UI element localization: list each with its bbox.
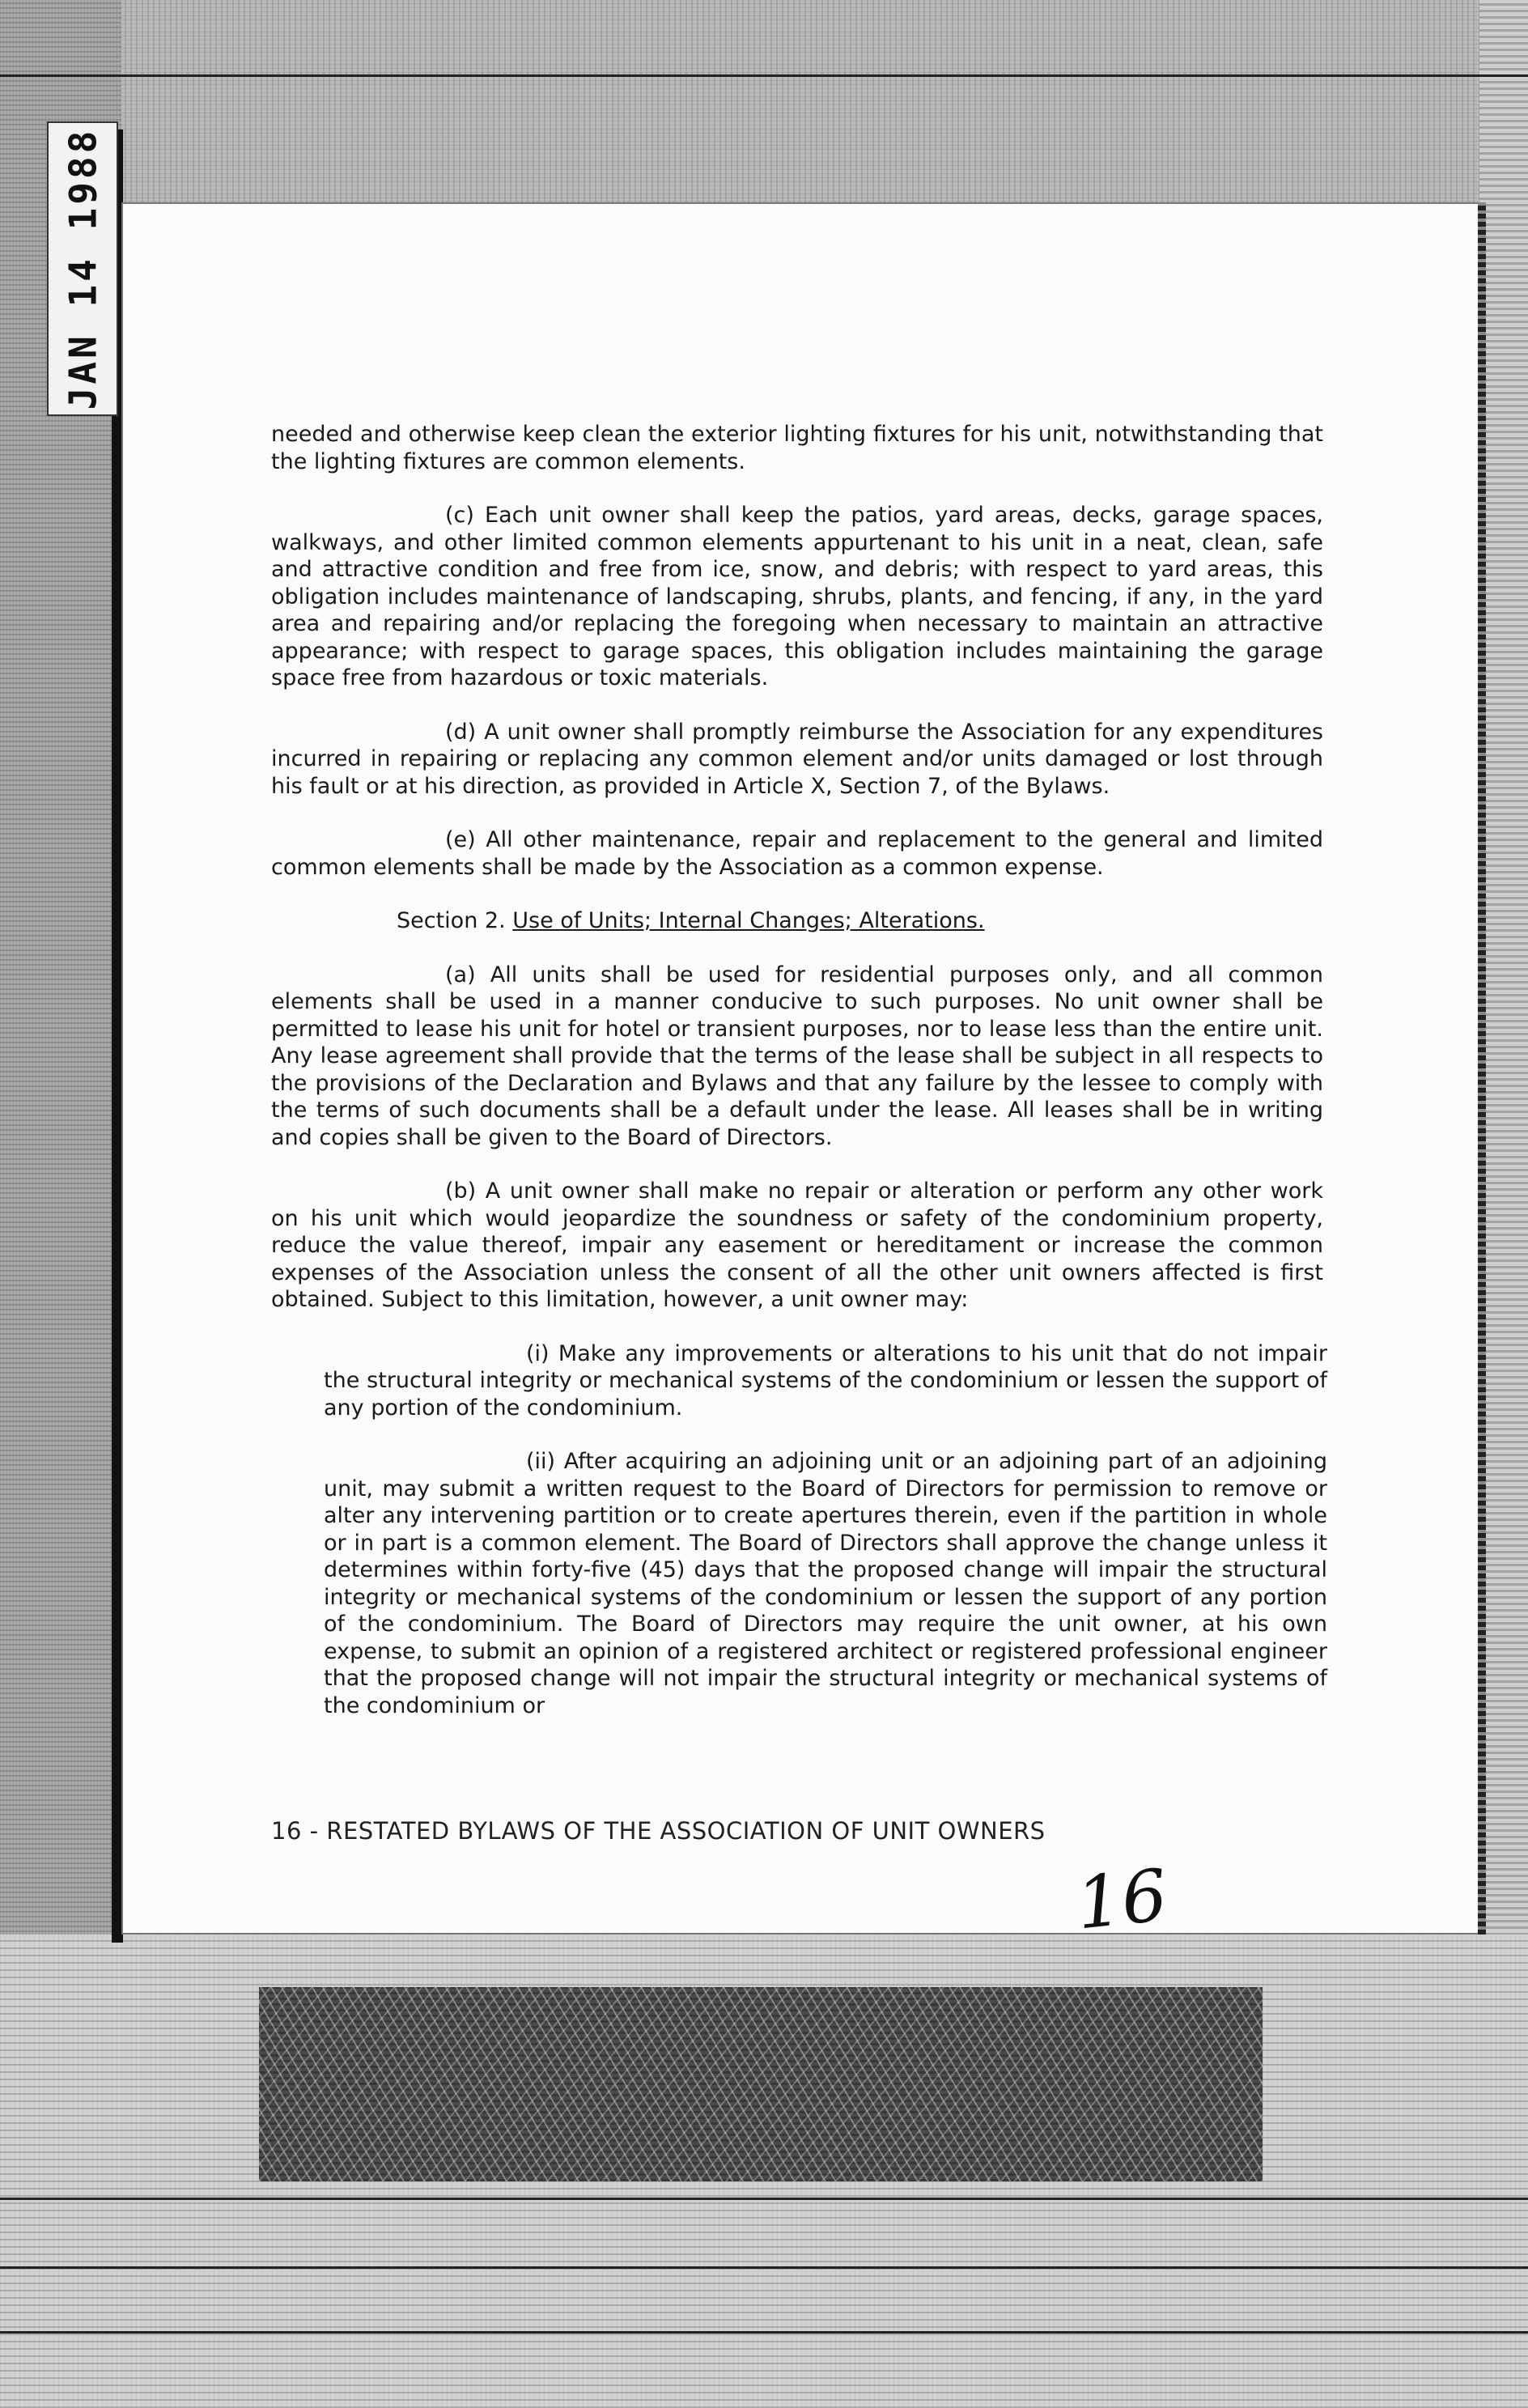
paragraph-d: (d) A unit owner shall promptly reimburse the Association for any expenditures incurred in repairing or replacing any common element and/or units damaged or lost through his fault or at his direction, as provided in Article X, Section 7, of the Bylaws. (271, 719, 1323, 799)
paragraph-2b: (b) A unit owner shall make no repair or alteration or perform any other work on his unit which would jeopardize the soundness or safety of the condominium property, reduce the value thereof, impair any easement or hereditament or increase the common expenses of the Association unless the consent of all the other unit owners affected is first obtained. Subject to this limitation, however, a unit owner may: (271, 1179, 1323, 1312)
scan-line (0, 2266, 1528, 2269)
scan-line (0, 74, 1528, 77)
paragraph-c: (c) Each unit owner shall keep the patios, yard areas, decks, garage spaces, walkways, and other limited common elements appurtenant to his unit in a neat, clean, safe and attractive condition and free from ice, snow, and debris; with respect to yard areas, this obligation includes maintenance of landscaping, shrubs, plants, and fencing, if any, in the yard area and repairing and/or replacing the foregoing when necessary to maintain an attractive appearance; with respect to garage spaces, this obligation includes maintaining the garage space free from hazardous or toxic materials. (271, 503, 1323, 690)
date-stamp (47, 121, 118, 416)
scan-line (0, 2331, 1528, 2334)
scan-artifact-texture (259, 1987, 1263, 2181)
section-title: Use of Units; Internal Changes; Alterations. (512, 908, 985, 933)
date-stamp-text: JAN 14 1988 (61, 127, 105, 410)
page-footer: 16 - RESTATED BYLAWS OF THE ASSOCIATION OF UNIT OWNERS (271, 1817, 1046, 1845)
section-label: Section 2. (397, 908, 506, 933)
handwritten-page-number: 16 (1072, 1853, 1172, 1946)
document-body (271, 421, 1327, 1746)
paragraph-i: (i) Make any improvements or alterations to his unit that do not impair the structural integrity or mechanical systems of the condominium or lessen the support of any portion of the condominium. (324, 1340, 1327, 1421)
section-heading (271, 907, 1323, 935)
paragraph-ii: (ii) After acquiring an adjoining unit or an adjoining part of an adjoining unit, may submit a written request to the Board of Directors for permission to remove or alter any intervening partition or to create apertures therein, even if the partition in whole or in part is a common element. The Board of Directors shall approve the change unless it determines within forty-five (45) days that the proposed change will impair the structural integrity or mechanical systems of the condominium or lessen the support of any portion of the condominium. The Board of Directors may require the unit owner, at his own expense, to submit an opinion of a registered architect or registered professional engineer that the proposed change will not impair the structural integrity or mechanical systems of the condominium or (324, 1449, 1327, 1718)
paragraph-lighting: needed and otherwise keep clean the exterior lighting fixtures for his unit, notwithstanding that the lighting fixtures are common elements. (271, 422, 1323, 474)
paragraph-2a: (a) All units shall be used for residential purposes only, and all common elements shall be used in a manner conducive to such purposes. No unit owner shall be permitted to lease his unit for hotel or transient purposes, nor to lease less than the entire unit. Any lease agreement shall provide that the terms of the lease shall be subject in all respects to the provisions of the Declaration and Bylaws and that any failure by the lessee to comply with the terms of such documents shall be a default under the lease. All leases shall be in writing and copies shall be given to the Board of Directors. (271, 962, 1323, 1150)
scan-line (0, 2198, 1528, 2200)
paragraph-e: (e) All other maintenance, repair and replacement to the general and limited common elements shall be made by the Association as a common expense. (271, 827, 1323, 880)
scan-noise-top (0, 0, 1528, 210)
page-edge-shadow (1478, 202, 1486, 1934)
